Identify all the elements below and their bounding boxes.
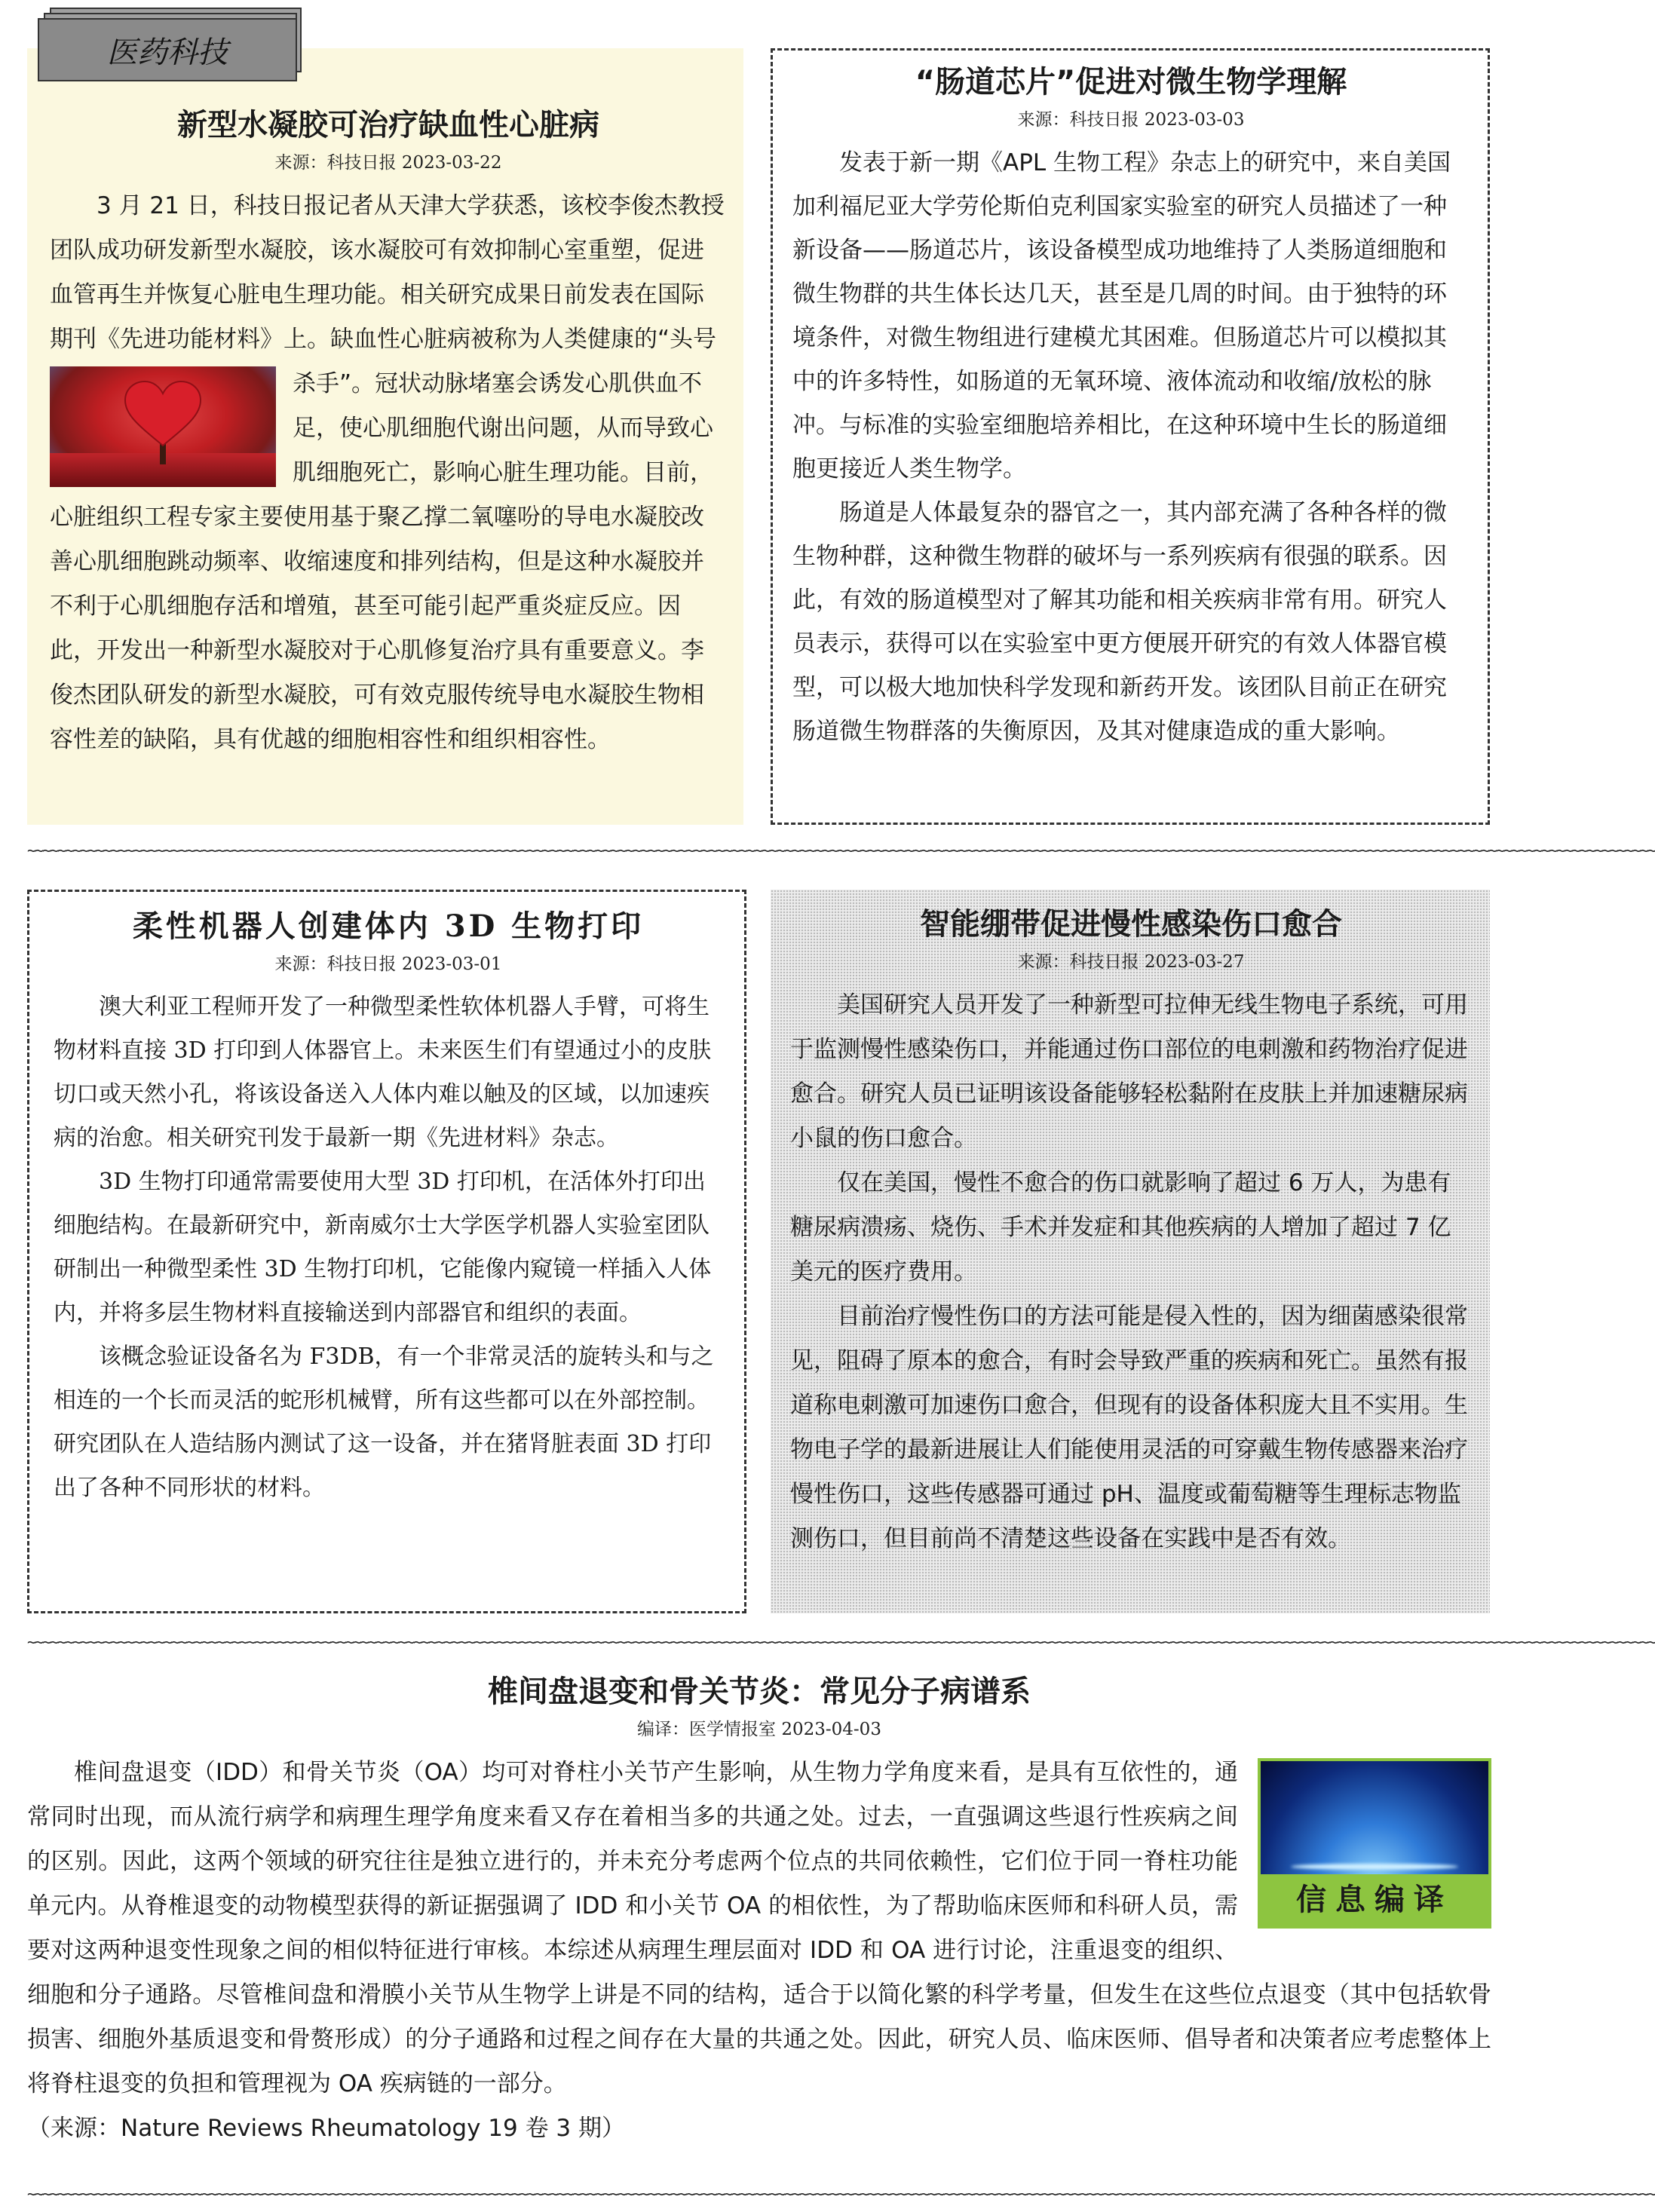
article-title: “肠道芯片”促进对微生物学理解 — [915, 65, 1347, 100]
article-source: 编译：医学情报室 2023-04-03 — [637, 1720, 881, 1739]
paragraph-text-part: 3 月 21 日，科技日报记者从天津大学获悉，该校李俊杰教授团队成功研发新型水凝胶，该水凝胶可有效抑制心室重塑，促进血管再生并恢复心脏电生理功能。相关研究成果日前发表在国际期刊《先进功能材料》上。缺血性心脏病被称为人类健康的“头号杀手”。冠状动脉堵塞会诱发心肌供血不 — [50, 192, 725, 397]
article-3d-bioprint — [27, 890, 746, 1613]
article-paragraph: 肠道是人体最复杂的器官之一，其内部充满了各种各样的微生物种群，这种微生物群的破坏与一系列疾病有很强的联系。因此，有效的肠道模型对了解其功能和相关疾病非常有用。研究人员表示，获得可以在实验室中更方便展开研究的有效人体器官模型，可以极大地加快科学发现和新药开发。该团队目前正在研究肠道微生物群落的失衡原因，及其对健康造成的重大影响。 — [792, 499, 1447, 745]
article-source: 来源：科技日报 2023-03-03 — [1017, 110, 1245, 130]
paragraph-text-part: 足，使心肌细胞代谢出问题，从而导致心肌细胞死亡，影响心脏生理功能。目前，心脏组织工程专家主要使用基于聚乙撑二氧噻吩的导电水凝胶改善心肌细胞跳动频率、收缩速度和排列结构，但是这种水凝胶并不利于心肌细胞存活和增殖，甚至可能引起严重炎症反应。因此，开发出一种新型水凝胶对于心肌修复治疗具有重要意义。李俊杰团队研发的新型水凝胶，可有效克服传统导电水凝胶生物相容性差的缺陷，具有优越的细胞相容性和组织相容性。 — [50, 415, 713, 753]
article-body — [792, 141, 1470, 753]
article-paragraph — [50, 184, 727, 762]
article-title: 新型水凝胶可治疗缺血性心脏病 — [177, 108, 599, 142]
article-source: 来源：科技日报 2023-03-27 — [1017, 952, 1245, 972]
article-paragraph: 仅在美国，慢性不愈合的伤口就影响了超过 6 万人，为患有糖尿病溃疡、烧伤、手术并发症和其他疾病的人增加了超过 7 亿美元的医疗费用。 — [790, 1169, 1451, 1285]
heart-tree-photo-icon — [50, 366, 276, 487]
article-body — [27, 1751, 1491, 2151]
article-paragraph: 椎间盘退变（IDD）和骨关节炎（OA）均可对脊柱小关节产生影响，从生物力学角度来看，是具有互依性的，通常同时出现，而从流行病学和病理生理学角度来看又存在着相当多的共通之处。过去，一直强调这些退行性疾病之间的区别。因此，这两个领域的研究往往是独立进行的，并未充分考虑两个位点的共同依赖性，它们位于同一脊柱功能单元内。从脊椎退变的动物模型获得的新证据强调了 IDD 和小关节 OA 的相依性，为了帮助临床医师和科研人员，需要对这两种退变性现象之间的相似特征进行审核。本综述从病理生理层面对 IDD 和 OA 进行讨论，注重退变的组织、细胞和分子通路。尽管椎间盘和滑膜小关节从生物学上讲是不同的结构，适合于以简化繁的科学考量，但发生在这些位点退变（其中包括软骨损害、细胞外基质退变和骨赘形成）的分子通路和过程之间存在大量的共通之处。因此，研究人员、临床医师、倡导者和决策者应考虑整体上将脊柱退变的负担和管理视为 OA 疾病链的一部分。 — [27, 1759, 1491, 2097]
wave-divider: ~~~~~~~~~~~~~~~~~~~~~~~~~~~~~~~~~~~~~~~~~~~~~~~~~~~~~~~~~~~~~~~~~~~~~~~~~~~~~~~~~~~~~~~~~~~~~~~~~~~~~~~~~~~~~~~~~~~~~~~~~~~~~~~~~~~~~~~~~~~~~~~~~~~~~~~~~~~~~~~~~~~~~~~~~~~~~~~~~~~~~~~~~~~~~~~~~~~~~~~~~~~~~~~~~~~~~~~ — [27, 2185, 1655, 2203]
article-title: 智能绷带促进慢性感染伤口愈合 — [920, 907, 1342, 942]
article-paragraph: 该概念验证设备名为 F3DB，有一个非常灵活的旋转头和与之相连的一个长而灵活的蛇形机械臂，所有这些都可以在外部控制。研究团队在人造结肠内测试了这一设备，并在猪肾脏表面 3D 打印出了各种不同形状的材料。 — [54, 1343, 714, 1501]
section-label-tab — [30, 8, 302, 98]
globe-network-icon — [1261, 1761, 1488, 1874]
article-source: 来源：科技日报 2023-03-22 — [274, 153, 502, 173]
info-compile-image — [1258, 1758, 1491, 1929]
article-title: 椎间盘退变和骨关节炎：常见分子病谱系 — [488, 1674, 1031, 1709]
article-idd-oa — [27, 1668, 1491, 2165]
article-paragraph: 发表于新一期《APL 生物工程》杂志上的研究中，来自美国加利福尼亚大学劳伦斯伯克利国家实验室的研究人员描述了一种新设备——肠道芯片，该设备模型成功地维持了人类肠道细胞和微生物群的共生体长达几天，甚至是几周的时间。由于独特的环境条件，对微生物组进行建模尤其困难。但肠道芯片可以模拟其中的许多特性，如肠道的无氧环境、液体流动和收缩/放松的脉冲。与标准的实验室细胞培养相比，在这种环境中生长的肠道细胞更接近人类生物学。 — [792, 149, 1451, 483]
article-paragraph: 美国研究人员开发了一种新型可拉伸无线生物电子系统，可用于监测慢性感染伤口，并能通过伤口部位的电刺激和药物治疗促进愈合。研究人员已证明该设备能够轻松黏附在皮肤上并加速糖尿病小鼠的伤口愈合。 — [790, 991, 1468, 1152]
article-gut-chip — [771, 48, 1490, 825]
article-body — [50, 184, 727, 762]
wave-divider: ~~~~~~~~~~~~~~~~~~~~~~~~~~~~~~~~~~~~~~~~~~~~~~~~~~~~~~~~~~~~~~~~~~~~~~~~~~~~~~~~~~~~~~~~~~~~~~~~~~~~~~~~~~~~~~~~~~~~~~~~~~~~~~~~~~~~~~~~~~~~~~~~~~~~~~~~~~~~~~~~~~~~~~~~~~~~~~~~~~~~~~~~~~~~~~~~~~~~~~~~~~~~~~~~~~~~~~~ — [27, 1633, 1655, 1651]
wave-divider: ~~~~~~~~~~~~~~~~~~~~~~~~~~~~~~~~~~~~~~~~~~~~~~~~~~~~~~~~~~~~~~~~~~~~~~~~~~~~~~~~~~~~~~~~~~~~~~~~~~~~~~~~~~~~~~~~~~~~~~~~~~~~~~~~~~~~~~~~~~~~~~~~~~~~~~~~~~~~~~~~~~~~~~~~~~~~~~~~~~~~~~~~~~~~~~~~~~~~~~~~~~~~~~~~~~~~~~~ — [27, 841, 1655, 859]
article-smart-bandage — [771, 890, 1490, 1613]
article-title: 柔性机器人创建体内 3D 生物打印 — [132, 908, 645, 944]
article-paragraph: 目前治疗慢性伤口的方法可能是侵入性的，因为细菌感染很常见，阻碍了原本的愈合，有时会导致严重的疾病和死亡。虽然有报道称电刺激可加速伤口愈合，但现有的设备体积庞大且不实用。生物电子学的最新进展让人们能使用灵活的可穿戴生物传感器来治疗慢性伤口，这些传感器可通过 pH、温度或葡萄糖等生理标志物监测伤口，但目前尚不清楚这些设备在实践中是否有效。 — [790, 1303, 1468, 1552]
article-paragraph: 3D 生物打印通常需要使用大型 3D 打印机，在活体外打印出细胞结构。在最新研究中，新南威尔士大学医学机器人实验室团队研制出一种微型柔性 3D 生物打印机，它能像内窥镜一样插入人体内，并将多层生物材料直接输送到内部器官和组织的表面。 — [54, 1169, 712, 1326]
article-body — [54, 985, 723, 1510]
article-paragraph: 澳大利亚工程师开发了一种微型柔性软体机器人手臂，可将生物材料直接 3D 打印到人体器官上。未来医生们有望通过小的皮肤切口或天然小孔，将该设备送入人体内难以触及的区域，以加速疾病的治愈。相关研究刊发于最新一期《先进材料》杂志。 — [54, 994, 712, 1151]
article-source: 来源：科技日报 2023-03-01 — [274, 954, 502, 974]
article-body — [790, 983, 1472, 1561]
article-source-note: （来源：Nature Reviews Rheumatology 19 卷 3 期） — [27, 2115, 625, 2142]
image-caption: 信息编译 — [1296, 1882, 1453, 1917]
section-label: 医药科技 — [38, 18, 297, 81]
article-hydrogel — [27, 48, 743, 825]
